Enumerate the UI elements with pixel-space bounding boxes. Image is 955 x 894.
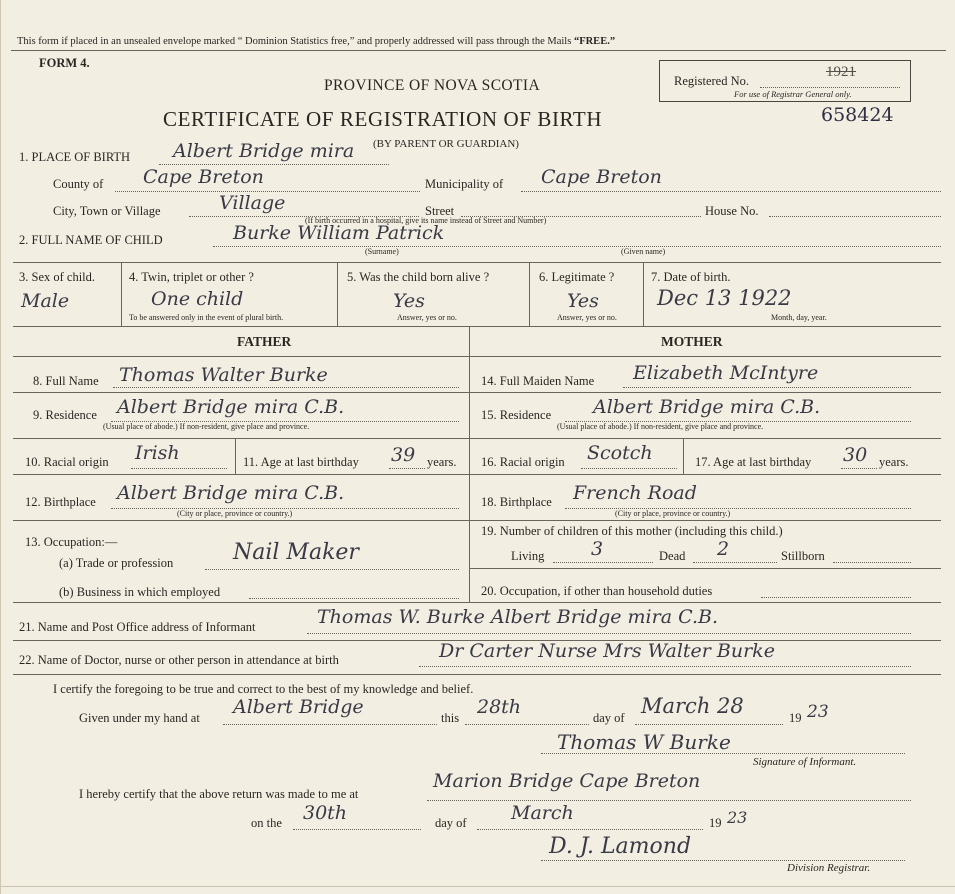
- col-rule: [121, 262, 122, 326]
- return-day-of-label: day of: [435, 816, 467, 830]
- alive-label: 5. Was the child born alive ?: [347, 270, 490, 284]
- legitimate-value: Yes: [567, 290, 599, 312]
- registered-stamp: 1921: [826, 64, 856, 80]
- row-rule: [469, 438, 941, 439]
- given-year-value: 23: [807, 702, 829, 722]
- children-label: 19. Number of children of this mother (including this child.): [481, 524, 783, 538]
- municipality-label: Municipality of: [425, 177, 504, 191]
- informant-value: Thomas W. Burke Albert Bridge mira C.B.: [317, 606, 718, 628]
- father-residence-value: Albert Bridge mira C.B.: [117, 396, 345, 418]
- dob-label: 7. Date of birth.: [651, 270, 731, 284]
- top-rule: [11, 50, 946, 51]
- return-month-line: [477, 829, 703, 830]
- father-residence-label: 9. Residence: [33, 408, 97, 422]
- mother-birthplace-value: French Road: [573, 482, 697, 504]
- county-label: County of: [53, 177, 104, 191]
- dead-value: 2: [717, 538, 730, 560]
- return-day-line: [293, 829, 421, 830]
- registrar-signature-line: [541, 860, 905, 861]
- sex-label: 3. Sex of child.: [19, 270, 96, 284]
- row-rule: [469, 520, 941, 521]
- given-place-line: [223, 724, 437, 725]
- father-birthplace-label: 12. Birthplace: [25, 495, 96, 509]
- mail-notice-text: This form if placed in an unsealed envelope marked “ Dominion Statistics free,” and properly addressed will pass through the Mails: [17, 36, 572, 47]
- registered-note: For use of Registrar General only.: [734, 89, 852, 99]
- given-label: Given under my hand at: [79, 711, 200, 725]
- city-label: City, Town or Village: [53, 204, 161, 218]
- col-rule: [235, 438, 236, 474]
- twin-value: One child: [151, 288, 244, 310]
- business-label: (b) Business in which employed: [59, 585, 221, 599]
- father-race-value: Irish: [135, 442, 180, 464]
- place-of-birth-line: [159, 164, 389, 165]
- day-of-label: day of: [593, 711, 625, 725]
- return-place-line: [427, 800, 911, 801]
- return-place-value: Marion Bridge Cape Breton: [433, 770, 701, 792]
- center-rule: [469, 326, 470, 602]
- business-line: [249, 598, 459, 599]
- row-rule: [469, 474, 941, 475]
- municipality-value: Cape Breton: [541, 166, 662, 188]
- col-rule: [683, 438, 684, 474]
- doctor-line: [419, 666, 911, 667]
- row-rule: [13, 262, 941, 263]
- return-year-prefix: 19: [709, 816, 722, 830]
- return-year-value: 23: [727, 808, 748, 827]
- father-heading: FATHER: [237, 334, 292, 349]
- father-age-unit: years.: [427, 455, 457, 469]
- surname-note: (Surname): [365, 247, 399, 256]
- mother-age-unit: years.: [879, 455, 909, 469]
- alive-value: Yes: [393, 290, 425, 312]
- on-the-label: on the: [251, 816, 282, 830]
- informant-signature-label: Signature of Informant.: [753, 756, 857, 768]
- mother-race-value: Scotch: [587, 442, 653, 464]
- registered-label: Registered No.: [674, 74, 749, 88]
- mail-notice: [17, 36, 615, 47]
- county-value: Cape Breton: [143, 166, 264, 188]
- doctor-label: 22. Name of Doctor, nurse or other person in attendance at birth: [19, 653, 339, 667]
- living-line: [553, 562, 653, 563]
- house-no-label: House No.: [705, 204, 759, 218]
- father-birthplace-note: (City or place, province or country.): [177, 509, 293, 518]
- mother-age-label: 17. Age at last birthday: [695, 455, 812, 469]
- mother-age-value: 30: [843, 444, 868, 466]
- mother-race-label: 16. Racial origin: [481, 455, 565, 469]
- given-month-value: March 28: [641, 694, 744, 718]
- mother-residence-note: (Usual place of abode.) If non-resident, give place and province.: [557, 422, 764, 431]
- mother-birthplace-label: 18. Birthplace: [481, 495, 552, 509]
- row-rule: [469, 568, 941, 569]
- row-rule: [469, 392, 941, 393]
- hospital-note: (If birth occurred in a hospital, give its name instead of Street and Number): [305, 216, 547, 225]
- given-name-note: (Given name): [621, 247, 666, 256]
- certificate-title: CERTIFICATE OF REGISTRATION OF BIRTH: [163, 107, 603, 131]
- trade-label: (a) Trade or profession: [59, 556, 174, 570]
- father-birthplace-value: Albert Bridge mira C.B.: [117, 482, 345, 504]
- certificate-number: 658424: [821, 104, 894, 126]
- street-label: Street: [425, 204, 455, 218]
- return-month-value: March: [511, 802, 574, 824]
- col-rule: [337, 262, 338, 326]
- father-name-label: 8. Full Name: [33, 374, 99, 388]
- registrar-label: Division Registrar.: [787, 862, 871, 874]
- informant-line: [307, 633, 911, 634]
- trade-line: [205, 569, 459, 570]
- mother-name-label: 14. Full Maiden Name: [481, 374, 595, 388]
- mother-age-line: [841, 468, 877, 469]
- child-name-line: [213, 246, 941, 247]
- col-rule: [529, 262, 530, 326]
- registered-line: [760, 87, 900, 88]
- row-rule: [13, 474, 469, 475]
- dead-label: Dead: [659, 549, 686, 563]
- father-residence-note: (Usual place of abode.) If non-resident, give place and province.: [103, 422, 310, 431]
- child-name-label: 2. FULL NAME OF CHILD: [19, 233, 163, 247]
- child-name-value: Burke William Patrick: [233, 222, 445, 244]
- row-rule: [13, 438, 469, 439]
- return-day-value: 30th: [303, 802, 348, 824]
- city-value: Village: [219, 192, 286, 214]
- place-of-birth-value: Albert Bridge mira: [173, 140, 355, 162]
- mother-race-line: [581, 468, 677, 469]
- registered-box: [659, 60, 911, 102]
- place-of-birth-label: 1. PLACE OF BIRTH: [19, 150, 131, 164]
- father-age-label: 11. Age at last birthday: [243, 455, 359, 469]
- father-name-value: Thomas Walter Burke: [119, 364, 328, 386]
- alive-note: Answer, yes or no.: [397, 313, 457, 322]
- sex-value: Male: [21, 290, 70, 312]
- mail-notice-free: “FREE.”: [573, 36, 616, 47]
- mother-occupation-label: 20. Occupation, if other than household duties: [481, 584, 713, 598]
- certify-statement: I certify the foregoing to be true and correct to the best of my knowledge and belief.: [53, 682, 474, 696]
- mother-name-value: Elizabeth McIntyre: [633, 362, 819, 384]
- mother-name-line: [623, 387, 911, 388]
- row-rule: [13, 392, 469, 393]
- father-age-value: 39: [391, 444, 416, 466]
- father-race-label: 10. Racial origin: [25, 455, 109, 469]
- stillborn-label: Stillborn: [781, 549, 825, 563]
- municipality-line: [521, 191, 941, 192]
- given-place-value: Albert Bridge: [233, 696, 364, 718]
- row-rule: [13, 326, 941, 327]
- mother-occupation-line: [761, 597, 911, 598]
- doctor-value: Dr Carter Nurse Mrs Walter Burke: [439, 640, 775, 662]
- province-heading: PROVINCE OF NOVA SCOTIA: [324, 77, 541, 94]
- registrar-signature: D. J. Lamond: [549, 834, 692, 859]
- mother-heading: MOTHER: [661, 334, 723, 349]
- trade-value: Nail Maker: [233, 540, 359, 565]
- given-year-prefix: 19: [789, 711, 802, 725]
- father-name-line: [113, 387, 459, 388]
- mother-residence-label: 15. Residence: [481, 408, 552, 422]
- informant-signature: Thomas W Burke: [557, 730, 731, 754]
- father-race-line: [131, 468, 227, 469]
- stillborn-line: [833, 562, 911, 563]
- given-day-line: [465, 724, 589, 725]
- given-day-value: 28th: [477, 696, 522, 718]
- mother-birthplace-note: (City or place, province or country.): [615, 509, 731, 518]
- legitimate-label: 6. Legitimate ?: [539, 270, 615, 284]
- dead-line: [693, 562, 777, 563]
- informant-label: 21. Name and Post Office address of Informant: [19, 620, 256, 634]
- dob-value: Dec 13 1922: [657, 286, 792, 310]
- living-value: 3: [591, 538, 604, 560]
- legitimate-note: Answer, yes or no.: [557, 313, 617, 322]
- informant-signature-line: [541, 753, 905, 754]
- this-label: this: [441, 711, 460, 725]
- house-no-line: [769, 216, 941, 217]
- form-number: FORM 4.: [39, 56, 90, 70]
- row-rule: [13, 674, 941, 675]
- father-age-line: [389, 468, 425, 469]
- row-rule: [13, 602, 941, 603]
- row-rule: [13, 520, 469, 521]
- return-label: I hereby certify that the above return was made to me at: [79, 787, 359, 801]
- certificate-subtitle: (BY PARENT OR GUARDIAN): [373, 138, 519, 150]
- twin-label: 4. Twin, triplet or other ?: [129, 270, 254, 284]
- given-month-line: [635, 724, 783, 725]
- page-bottom-edge: [1, 886, 955, 887]
- twin-note: To be answered only in the event of plural birth.: [129, 313, 284, 322]
- row-rule: [13, 356, 941, 357]
- occupation-label: 13. Occupation:—: [25, 535, 118, 549]
- dob-note: Month, day, year.: [771, 313, 827, 322]
- mother-residence-value: Albert Bridge mira C.B.: [593, 396, 821, 418]
- living-label: Living: [511, 549, 545, 563]
- col-rule: [643, 262, 644, 326]
